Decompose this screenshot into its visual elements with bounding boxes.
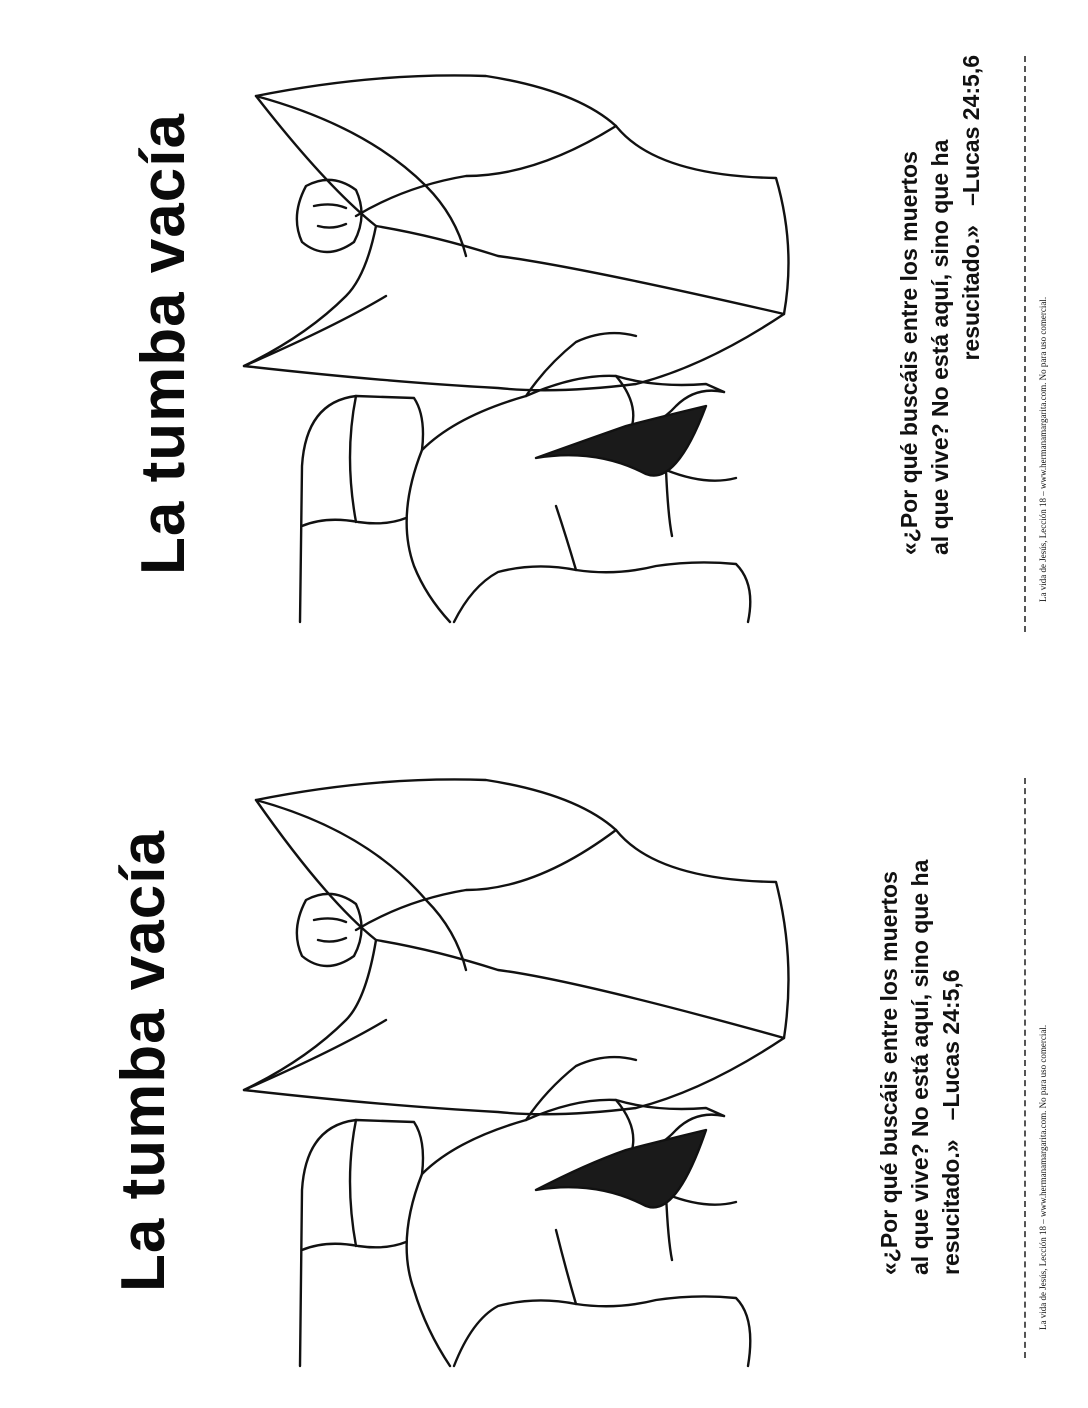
verse-line: al que vive? No está aquí, sino que ha (927, 139, 953, 555)
verse-citation: –Lucas 24:5,6 (938, 969, 964, 1121)
angel-tomb-illustration (236, 770, 816, 1370)
verse-line: resucitado.» (938, 1139, 964, 1275)
bible-verse (894, 55, 1018, 555)
verse-line: al que vive? No está aquí, sino que ha (907, 859, 933, 1275)
verse-line (956, 55, 987, 555)
verse-line: «¿Por qué buscáis entre los muertos (876, 871, 902, 1275)
angel-tomb-illustration (236, 66, 816, 626)
verse-line: resucitado.» (958, 225, 984, 361)
page-title: La tumba vacía (129, 113, 198, 575)
footer-credit: La vida de Jesús, Lección 18 – www.hermanamargarita.com. No para uso comercial. (1038, 296, 1048, 602)
verse-line: «¿Por qué buscáis entre los muertos (896, 151, 922, 555)
cut-line-bottom (1024, 778, 1026, 1358)
page-title: La tumba vacía (109, 830, 178, 1292)
verse-citation: –Lucas 24:5,6 (958, 55, 984, 206)
bible-verse (874, 775, 998, 1275)
footer-credit: La vida de Jesús, Lección 18 – www.hermanamargarita.com. No para uso comercial. (1038, 1024, 1048, 1330)
verse-line (936, 775, 967, 1275)
cut-line-top (1024, 56, 1026, 632)
